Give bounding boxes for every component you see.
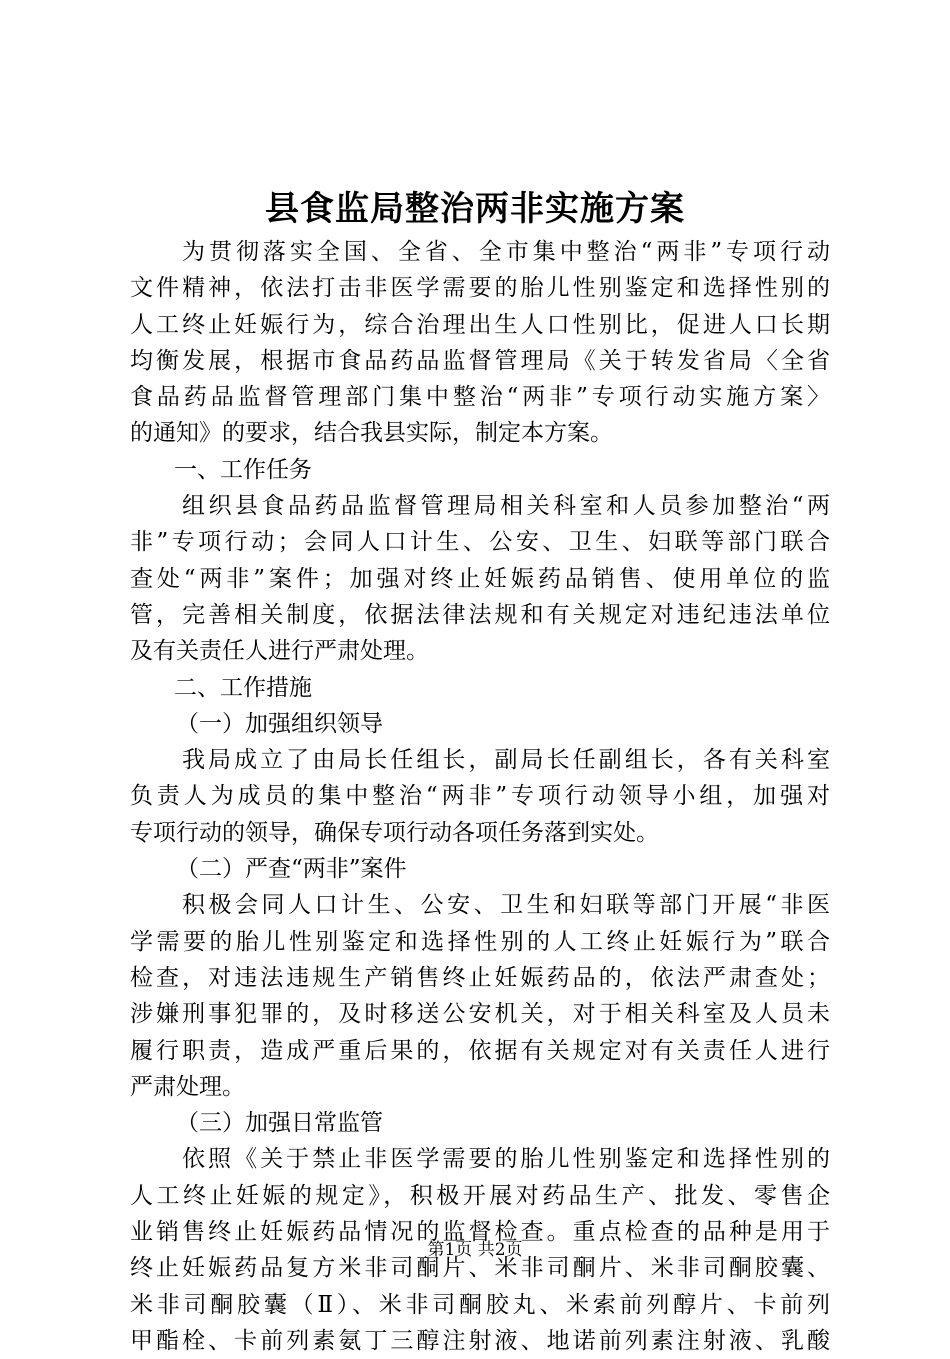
paragraph-line: 我局成立了由局长任组长，副局长任副组长，各有关科室	[182, 747, 830, 774]
paragraph-line: 及有关责任人进行严肃处理。	[130, 638, 429, 665]
paragraph-line: 学需要的胎儿性别鉴定和选择性别的人工终止妊娠行为”联合	[130, 928, 830, 955]
subsection-heading: （一）加强组织领导	[176, 710, 383, 737]
paragraph-line: 组织县食品药品监督管理局相关科室和人员参加整治“两	[182, 493, 830, 520]
subsection-heading: （二）严查“两非”案件	[176, 856, 407, 883]
paragraph-line: 为贯彻落实全国、全省、全市集中整治“两非”专项行动	[182, 239, 830, 265]
paragraph-line: 终止妊娠药品复方米非司酮片、米非司酮片、米非司酮胶囊、	[130, 1255, 830, 1282]
paragraph-line: 专项行动的领导，确保专项行动各项任务落到实处。	[130, 819, 659, 846]
paragraph-line: 履行职责，造成严重后果的，依据有关规定对有关责任人进行	[130, 1037, 830, 1064]
paragraph-line: 涉嫌刑事犯罪的，及时移送公安机关，对于相关科室及人员未	[130, 1001, 830, 1028]
section-heading: 二、工作措施	[174, 674, 312, 701]
paragraph-line: 人工终止妊娠的规定》，积极开展对药品生产、批发、零售企	[130, 1182, 830, 1209]
subsection-heading: （三）加强日常监管	[176, 1110, 383, 1137]
paragraph-line: 人工终止妊娠行为，综合治理出生人口性别比，促进人口长期	[130, 311, 830, 338]
page-footer: 第1页 共2页	[427, 1240, 523, 1260]
paragraph-line: 严肃处理。	[130, 1073, 245, 1100]
paragraph-line: 的通知》的要求，结合我县实际，制定本方案。	[130, 420, 613, 447]
paragraph-line: 均衡发展，根据市食品药品监督管理局《关于转发省局〈全省	[130, 347, 830, 374]
document-title: 县食监局整治两非实施方案	[265, 189, 685, 229]
paragraph-line: 文件精神，依法打击非医学需要的胎儿性别鉴定和选择性别的	[130, 275, 830, 302]
paragraph-line: 查处“两非”案件；加强对终止妊娠药品销售、使用单位的监	[130, 565, 830, 592]
paragraph-line: 米非司酮胶囊（Ⅱ）、米非司酮胶丸、米索前列醇片、卡前列	[130, 1291, 830, 1318]
paragraph-line: 检查，对违法违规生产销售终止妊娠药品的，依法严肃查处；	[130, 964, 830, 991]
document-body	[130, 234, 830, 1359]
paragraph-line: 业销售终止妊娠药品情况的监督检查。重点检查的品种是用于	[130, 1219, 830, 1246]
paragraph-line: 食品药品监督管理部门集中整治“两非”专项行动实施方案〉	[130, 384, 830, 411]
paragraph-line: 负责人为成员的集中整治“两非”专项行动领导小组，加强对	[130, 783, 830, 810]
paragraph-line: 积极会同人口计生、公安、卫生和妇联等部门开展“非医	[182, 892, 830, 919]
paragraph-line: 管，完善相关制度，依据法律法规和有关规定对违纪违法单位	[130, 601, 830, 628]
paragraph-line: 依照《关于禁止非医学需要的胎儿性别鉴定和选择性别的	[182, 1146, 830, 1173]
paragraph-line: 甲酯栓、卡前列素氨丁三醇注射液、地诺前列素注射液、乳酸	[130, 1327, 830, 1354]
section-heading: 一、工作任务	[174, 456, 312, 483]
paragraph-line: 非”专项行动；会同人口计生、公安、卫生、妇联等部门联合	[130, 529, 830, 556]
